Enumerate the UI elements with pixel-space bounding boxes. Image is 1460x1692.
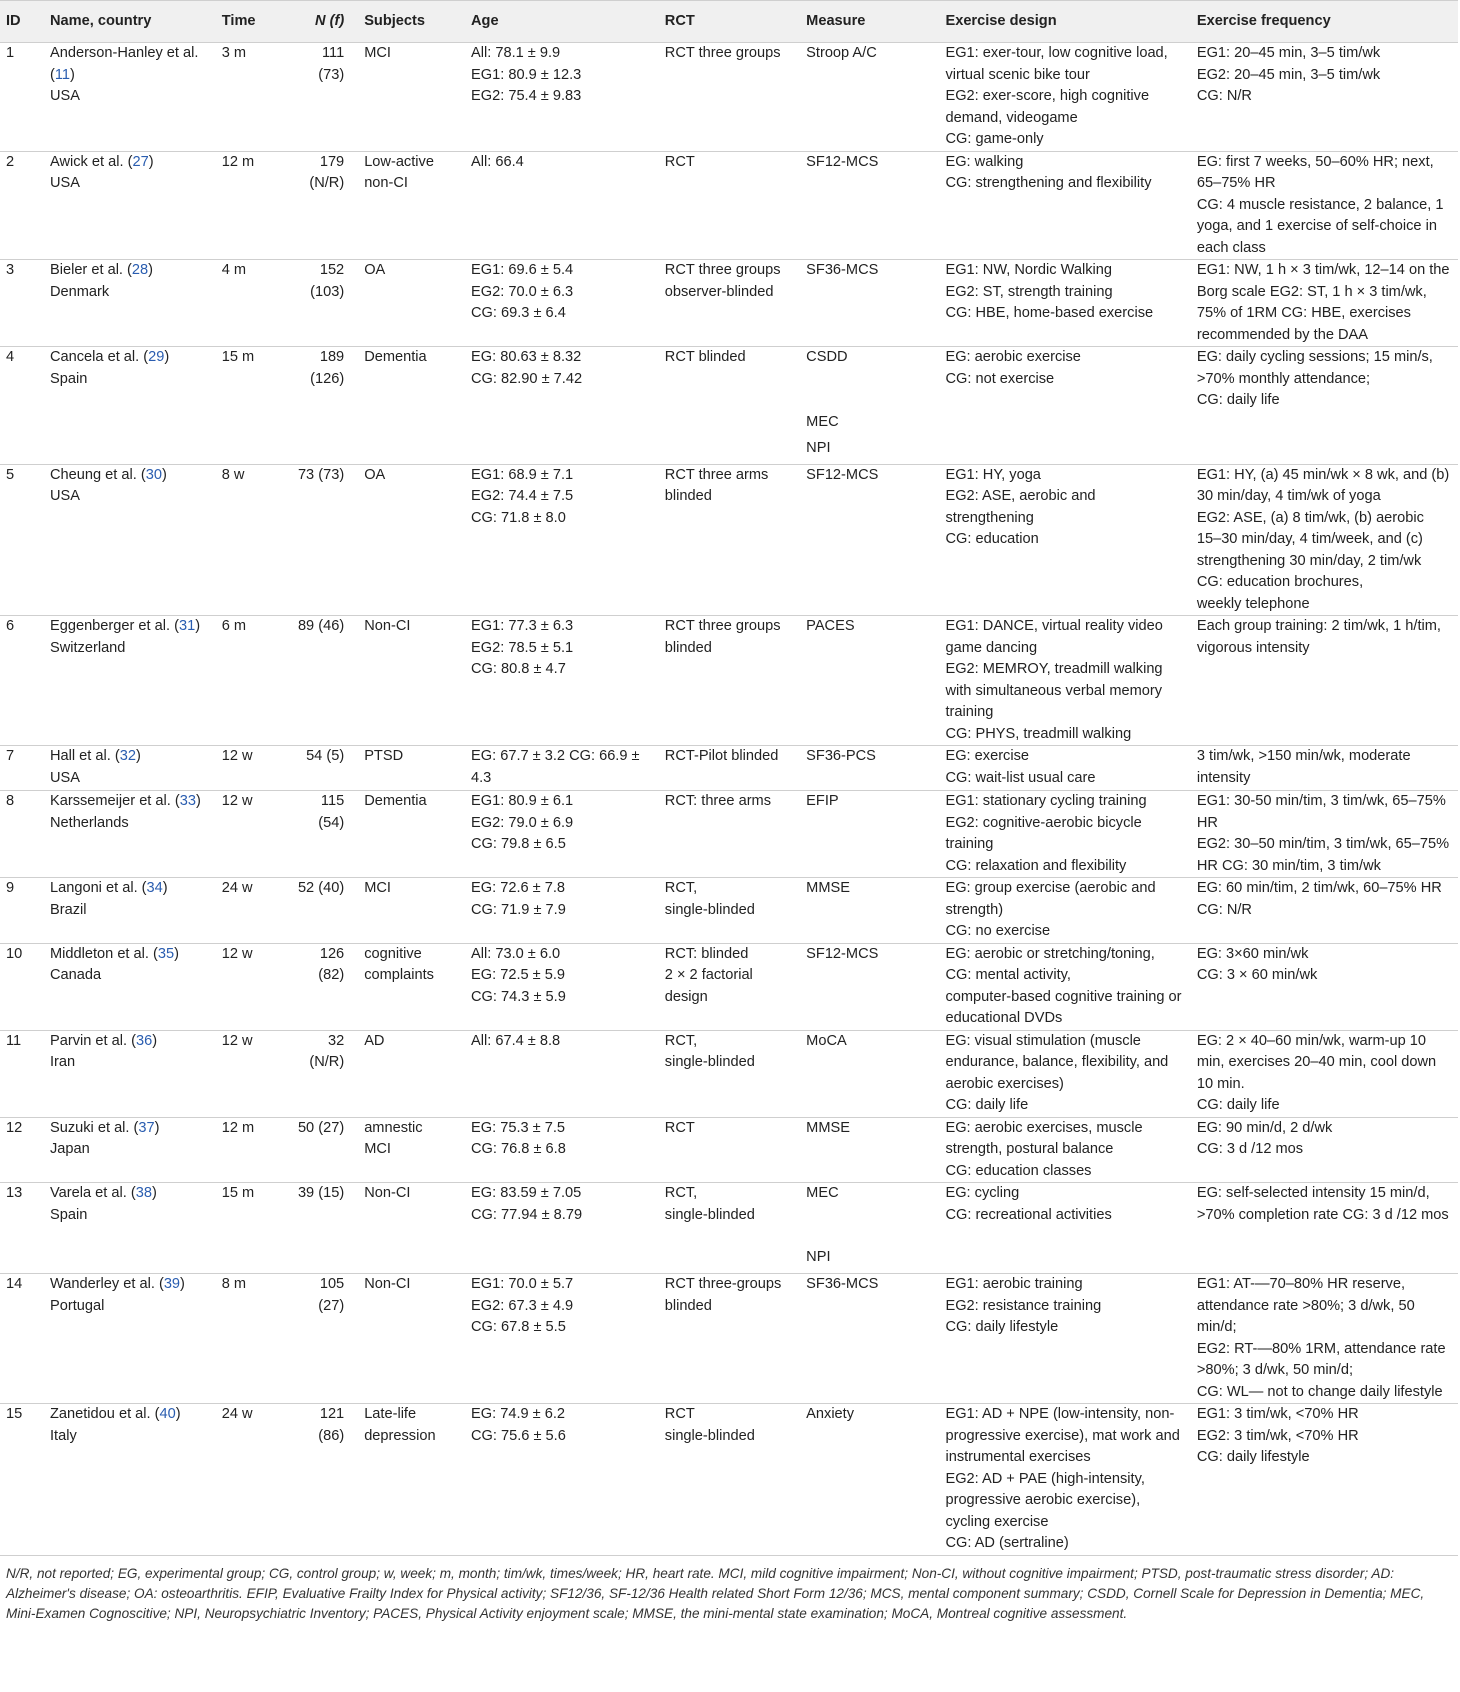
age-cell: EG1: 69.6 ± 5.4 EG2: 70.0 ± 6.3 CG: 69.3 ± 6.4 bbox=[465, 260, 659, 347]
subjects-cell: OA bbox=[358, 464, 465, 616]
design-cell: EG1: stationary cycling training EG2: cognitive-aerobic bicycle training CG: relaxation and flexibility bbox=[939, 791, 1190, 878]
subjects-cell: amnestic MCI bbox=[358, 1117, 465, 1183]
table-row bbox=[0, 746, 1458, 791]
empty-cell bbox=[939, 1247, 1190, 1274]
frequency-cell: EG1: 30-50 min/tim, 3 tim/wk, 65–75% HR EG2: 30–50 min/tim, 3 tim/wk, 65–75% HR CG: 30 min/tim, 3 tim/wk bbox=[1191, 791, 1458, 878]
subjects-cell: AD bbox=[358, 1030, 465, 1117]
age-cell: EG1: 70.0 ± 5.7 EG2: 67.3 ± 4.9 CG: 67.8 ± 5.5 bbox=[465, 1274, 659, 1404]
design-cell: EG: group exercise (aerobic and strength) CG: no exercise bbox=[939, 878, 1190, 944]
author-name-end: ) bbox=[162, 880, 168, 896]
empty-cell bbox=[465, 412, 659, 438]
design-cell: EG: exercise CG: wait-list usual care bbox=[939, 746, 1190, 791]
rct-cell: RCT three-groups blinded bbox=[659, 1274, 800, 1404]
empty-cell bbox=[659, 412, 800, 438]
header-row bbox=[0, 1, 1458, 43]
n-cell: 54 (5) bbox=[287, 746, 358, 791]
name-cell bbox=[44, 151, 216, 260]
subjects-cell: OA bbox=[358, 260, 465, 347]
n-cell: 89 (46) bbox=[287, 616, 358, 746]
time-cell: 12 m bbox=[216, 151, 287, 260]
id-cell: 13 bbox=[6, 1185, 23, 1201]
header-age: Age bbox=[465, 1, 659, 43]
rct-cell: RCT bbox=[659, 151, 800, 260]
id-cell: 7 bbox=[0, 746, 44, 791]
header-name: Name, country bbox=[44, 1, 216, 43]
subjects-cell: cognitive complaints bbox=[358, 943, 465, 1030]
n-cell: 105 (27) bbox=[287, 1274, 358, 1404]
subjects-cell: Non-CI bbox=[364, 1185, 411, 1201]
author-name-end: ) bbox=[175, 1406, 181, 1422]
empty-cell bbox=[939, 412, 1190, 438]
country: USA bbox=[49, 488, 80, 504]
id-cell: 8 bbox=[0, 791, 44, 878]
empty-cell bbox=[216, 438, 287, 465]
subjects-cell: MCI bbox=[358, 43, 465, 152]
time-cell: 12 w bbox=[216, 791, 287, 878]
table-body bbox=[0, 43, 1458, 1556]
rct-cell: RCT, single-blinded bbox=[664, 1185, 755, 1223]
subjects-cell: Non-CI bbox=[358, 1274, 465, 1404]
n-cell: 52 (40) bbox=[287, 878, 358, 944]
age-cell: EG1: 80.9 ± 6.1 EG2: 79.0 ± 6.9 CG: 79.8 ± 6.5 bbox=[465, 791, 659, 878]
author-name: Hall et al. ( bbox=[49, 748, 120, 764]
empty-cell bbox=[659, 438, 800, 465]
subjects-cell: Low-active non-CI bbox=[358, 151, 465, 260]
frequency-cell: EG1: 20–45 min, 3–5 tim/wk EG2: 20–45 min, 3–5 tim/wk CG: N/R bbox=[1191, 43, 1458, 152]
empty-cell bbox=[287, 1247, 358, 1274]
reference-link[interactable]: 29 bbox=[148, 349, 165, 365]
empty-cell bbox=[287, 412, 358, 438]
author-name-end: ) bbox=[174, 945, 179, 962]
frequency-cell: EG: 60 min/tim, 2 tim/wk, 60–75% HR CG: N/R bbox=[1191, 878, 1458, 944]
empty-cell bbox=[44, 1247, 216, 1274]
author-name: Zanetidou et al. ( bbox=[49, 1406, 160, 1422]
name-cell bbox=[44, 943, 216, 1030]
rct-cell: RCT single-blinded bbox=[659, 1404, 800, 1556]
header-design: Exercise design bbox=[939, 1, 1190, 43]
n-cell: 152 (103) bbox=[287, 260, 358, 347]
empty-cell bbox=[465, 438, 659, 465]
frequency-cell: EG: 2 × 40–60 min/wk, warm-up 10 min, exercises 20–40 min, cool down 10 min. CG: daily life bbox=[1191, 1030, 1458, 1117]
country: Iran bbox=[49, 1054, 76, 1070]
measure-cell: SF36-MCS bbox=[800, 1274, 939, 1404]
n-cell: 111 (73) bbox=[287, 43, 358, 152]
id-cell: 10 bbox=[0, 943, 44, 1030]
empty-cell bbox=[0, 412, 44, 438]
design-cell: EG1: aerobic training EG2: resistance training CG: daily lifestyle bbox=[939, 1274, 1190, 1404]
reference-link[interactable]: 28 bbox=[131, 262, 149, 278]
author-name-end: ) bbox=[154, 1119, 160, 1136]
author-name: Suzuki et al. ( bbox=[49, 1119, 139, 1136]
time-cell: 15 m bbox=[221, 349, 255, 365]
empty-cell bbox=[0, 438, 44, 465]
rct-cell: RCT three groups bbox=[659, 43, 800, 152]
header-n bbox=[287, 1, 358, 43]
empty-cell bbox=[358, 1247, 465, 1274]
header-frequency: Exercise frequency bbox=[1191, 1, 1458, 43]
time-cell: 24 w bbox=[216, 1404, 287, 1556]
country: Brazil bbox=[49, 901, 87, 918]
frequency-cell: EG: 3×60 min/wk CG: 3 × 60 min/wk bbox=[1191, 943, 1458, 1030]
empty-cell bbox=[659, 1247, 800, 1274]
author-name-end: ) bbox=[151, 1185, 157, 1201]
author-name: Eggenberger et al. ( bbox=[49, 618, 179, 634]
reference-link[interactable]: 35 bbox=[157, 945, 175, 962]
country: Canada bbox=[49, 967, 102, 983]
frequency-cell: EG1: 3 tim/wk, <70% HR EG2: 3 tim/wk, <70% HR CG: daily lifestyle bbox=[1191, 1404, 1458, 1556]
age-cell: EG: 83.59 ± 7.05 CG: 77.94 ± 8.79 bbox=[471, 1185, 583, 1223]
n-cell: 126 (82) bbox=[287, 943, 358, 1030]
frequency-cell: EG1: NW, 1 h × 3 tim/wk, 12–14 on the Borg scale EG2: ST, 1 h × 3 tim/wk, 75% of 1RM CG: HBE, exercises recommended by the DAA bbox=[1191, 260, 1458, 347]
table-row bbox=[0, 943, 1458, 1030]
table-row bbox=[0, 260, 1458, 347]
header-id: ID bbox=[0, 1, 44, 43]
id-cell: 4 bbox=[6, 349, 15, 365]
time-cell: 12 m bbox=[216, 1117, 287, 1183]
empty-cell bbox=[216, 1247, 287, 1274]
age-cell: EG: 67.7 ± 3.2 CG: 66.9 ± 4.3 bbox=[465, 746, 659, 791]
author-name: Karssemeijer et al. ( bbox=[49, 793, 180, 809]
rct-cell: RCT, single-blinded bbox=[659, 1030, 800, 1117]
measure-cell: MMSE bbox=[800, 1117, 939, 1183]
design-cell: EG: visual stimulation (muscle endurance, balance, flexibility, and aerobic exercises) CG: daily life bbox=[939, 1030, 1190, 1117]
rct-cell: RCT: three arms bbox=[659, 791, 800, 878]
country: Spain bbox=[49, 1206, 88, 1223]
id-cell: 6 bbox=[0, 616, 44, 746]
measure-cell: SF36-PCS bbox=[800, 746, 939, 791]
empty-cell bbox=[465, 1247, 659, 1274]
age-cell: All: 67.4 ± 8.8 bbox=[465, 1030, 659, 1117]
author-name-end: ) bbox=[152, 1032, 158, 1049]
design-cell: EG1: exer-tour, low cognitive load, virtual scenic bike tour EG2: exer-score, high cognitive demand, videogame CG: game-only bbox=[939, 43, 1190, 152]
empty-cell bbox=[44, 412, 216, 438]
header-measure: Measure bbox=[800, 1, 939, 43]
measure-cell: SF12-MCS bbox=[800, 943, 939, 1030]
id-cell: 3 bbox=[0, 260, 44, 347]
country: Japan bbox=[49, 1141, 90, 1157]
frequency-cell: EG: first 7 weeks, 50–60% HR; next, 65–75% HR CG: 4 muscle resistance, 2 balance, 1 yoga, and 1 exercise of self-choice in each class bbox=[1191, 151, 1458, 260]
n-cell: 179 (N/R) bbox=[287, 151, 358, 260]
reference-link[interactable]: 39 bbox=[163, 1276, 181, 1292]
n-cell: 189 (126) bbox=[310, 349, 345, 387]
author-name-end: ) bbox=[195, 793, 201, 809]
time-cell: 3 m bbox=[216, 43, 287, 152]
age-cell: EG: 75.3 ± 7.5 CG: 76.8 ± 6.8 bbox=[465, 1117, 659, 1183]
n-cell: 32 (N/R) bbox=[287, 1030, 358, 1117]
reference-link[interactable]: 38 bbox=[135, 1185, 152, 1201]
name-cell bbox=[44, 878, 216, 944]
reference-link[interactable]: 27 bbox=[132, 153, 149, 170]
author-name: Bieler et al. ( bbox=[49, 262, 132, 278]
table-row bbox=[0, 791, 1458, 878]
age-cell: All: 73.0 ± 6.0 EG: 72.5 ± 5.9 CG: 74.3 ± 5.9 bbox=[465, 943, 659, 1030]
subjects-cell: Late-life depression bbox=[358, 1404, 465, 1556]
author-name: Cancela et al. ( bbox=[49, 349, 149, 365]
subjects-cell: Non-CI bbox=[358, 616, 465, 746]
author-name-end: ) bbox=[180, 1276, 185, 1292]
name-cell bbox=[44, 1274, 216, 1404]
n-cell: 50 (27) bbox=[287, 1117, 358, 1183]
measure-cell: NPI bbox=[800, 438, 939, 465]
country: Italy bbox=[49, 1427, 77, 1444]
empty-cell bbox=[1191, 412, 1458, 438]
rct-cell: RCT-Pilot blinded bbox=[659, 746, 800, 791]
rct-cell: RCT blinded bbox=[664, 349, 746, 365]
empty-cell bbox=[358, 412, 465, 438]
table-row bbox=[0, 464, 1458, 616]
reference-link[interactable]: 36 bbox=[135, 1032, 153, 1049]
author-name-end: ) bbox=[135, 748, 141, 764]
subjects-cell: PTSD bbox=[358, 746, 465, 791]
measure-cell: Anxiety bbox=[800, 1404, 939, 1556]
country: Spain bbox=[49, 370, 88, 387]
time-cell: 12 w bbox=[216, 943, 287, 1030]
measure-cell: MEC bbox=[806, 1185, 839, 1201]
id-cell: 9 bbox=[0, 878, 44, 944]
frequency-cell: EG1: AT-—70–80% HR reserve, attendance rate >80%; 3 d/wk, 50 min/d; EG2: RT-—80% 1RM, attendance rate >80%; 3 d/wk, 50 min/d; CG: WL— not to change daily lifestyle bbox=[1191, 1274, 1458, 1404]
table-row-extra bbox=[0, 1247, 1458, 1274]
design-cell: EG1: HY, yoga EG2: ASE, aerobic and strengthening CG: education bbox=[939, 464, 1190, 616]
design-cell: EG: aerobic exercises, muscle strength, postural balance CG: education classes bbox=[939, 1117, 1190, 1183]
header-rct: RCT bbox=[659, 1, 800, 43]
id-cell: 11 bbox=[0, 1030, 44, 1117]
name-cell bbox=[44, 260, 216, 347]
age-cell: EG: 74.9 ± 6.2 CG: 75.6 ± 5.6 bbox=[465, 1404, 659, 1556]
age-cell: All: 66.4 bbox=[465, 151, 659, 260]
rct-cell: RCT bbox=[659, 1117, 800, 1183]
measure-cell: SF12-MCS bbox=[800, 151, 939, 260]
measure-cell: SF36-MCS bbox=[800, 260, 939, 347]
author-name-end: ) bbox=[164, 349, 170, 365]
design-cell: EG1: DANCE, virtual reality video game dancing EG2: MEMROY, treadmill walking with simultaneous verbal memory training CG: PHYS, treadmill walking bbox=[939, 616, 1190, 746]
reference-link[interactable]: 37 bbox=[138, 1119, 155, 1136]
frequency-cell: EG1: HY, (a) 45 min/wk × 8 wk, and (b) 30 min/day, 4 tim/wk of yoga EG2: ASE, (a) 8 tim/wk, (b) aerobic 15–30 min/day, 4 tim/week, and (c) strengthening 30 min/day, 2 tim/wk CG: education brochures, weekly telephone bbox=[1191, 464, 1458, 616]
frequency-cell: EG: 90 min/d, 2 d/wk CG: 3 d /12 mos bbox=[1191, 1117, 1458, 1183]
name-cell bbox=[44, 1183, 216, 1248]
empty-cell bbox=[1191, 1247, 1458, 1274]
author-name-end: ) bbox=[148, 262, 154, 278]
measure-cell: CSDD bbox=[806, 349, 848, 365]
time-cell: 12 w bbox=[216, 1030, 287, 1117]
table-row bbox=[0, 616, 1458, 746]
table-row-extra bbox=[0, 438, 1458, 465]
id-cell: 15 bbox=[0, 1404, 44, 1556]
empty-cell bbox=[1191, 438, 1458, 465]
frequency-cell: 3 tim/wk, >150 min/wk, moderate intensity bbox=[1191, 746, 1458, 791]
table-row bbox=[0, 1274, 1458, 1404]
empty-cell bbox=[939, 438, 1190, 465]
rct-cell: RCT: blinded 2 × 2 factorial design bbox=[659, 943, 800, 1030]
time-cell: 4 m bbox=[216, 260, 287, 347]
id-cell: 2 bbox=[0, 151, 44, 260]
author-name-end: ) bbox=[161, 466, 167, 483]
author-name: Awick et al. ( bbox=[49, 153, 133, 170]
subjects-cell: Dementia bbox=[364, 349, 427, 365]
id-cell: 1 bbox=[0, 43, 44, 152]
measure-cell: PACES bbox=[800, 616, 939, 746]
name-cell bbox=[44, 746, 216, 791]
empty-cell bbox=[287, 438, 358, 465]
n-cell: 115 (54) bbox=[287, 791, 358, 878]
country: Netherlands bbox=[49, 814, 129, 831]
rct-cell: RCT, single-blinded bbox=[659, 878, 800, 944]
header-n-text: N (f) bbox=[315, 12, 345, 29]
reference-link[interactable]: 33 bbox=[179, 793, 196, 809]
design-cell: EG: aerobic exercise CG: not exercise bbox=[945, 349, 1081, 387]
n-cell: 121 (86) bbox=[287, 1404, 358, 1556]
author-name: Cheung et al. ( bbox=[49, 466, 146, 483]
reference-link[interactable]: 32 bbox=[119, 748, 136, 764]
empty-cell bbox=[44, 438, 216, 465]
age-cell: All: 78.1 ± 9.9 EG1: 80.9 ± 12.3 EG2: 75.4 ± 9.83 bbox=[465, 43, 659, 152]
country: USA bbox=[49, 769, 80, 786]
author-name-end: ) bbox=[70, 66, 75, 83]
country: Denmark bbox=[49, 283, 110, 300]
time-cell: 8 w bbox=[216, 464, 287, 616]
header-time: Time bbox=[216, 1, 287, 43]
rct-cell: RCT three arms blinded bbox=[659, 464, 800, 616]
country: USA bbox=[49, 175, 80, 191]
author-name-end: ) bbox=[195, 618, 201, 634]
time-cell: 12 w bbox=[216, 746, 287, 791]
reference-link[interactable]: 40 bbox=[159, 1406, 176, 1422]
n-cell: 73 (73) bbox=[287, 464, 358, 616]
design-cell: EG: aerobic or stretching/toning, CG: mental activity, computer-based cognitive training or educational DVDs bbox=[939, 943, 1190, 1030]
table-row-extra bbox=[0, 412, 1458, 438]
table-row bbox=[0, 1030, 1458, 1117]
design-cell: EG1: NW, Nordic Walking EG2: ST, strength training CG: HBE, home-based exercise bbox=[939, 260, 1190, 347]
empty-cell bbox=[358, 438, 465, 465]
table-row bbox=[0, 1183, 1458, 1248]
name-cell bbox=[44, 347, 216, 412]
id-cell: 5 bbox=[0, 464, 44, 616]
country: Switzerland bbox=[49, 639, 126, 656]
table-row bbox=[0, 347, 1458, 412]
rct-cell: RCT three groups observer-blinded bbox=[659, 260, 800, 347]
frequency-cell: EG: daily cycling sessions; 15 min/s, >70% monthly attendance; CG: daily life bbox=[1196, 349, 1433, 408]
name-cell bbox=[44, 791, 216, 878]
measure-cell: NPI bbox=[800, 1247, 939, 1274]
name-cell bbox=[44, 1030, 216, 1117]
author-name: Middleton et al. ( bbox=[49, 945, 158, 962]
author-name: Parvin et al. ( bbox=[49, 1032, 136, 1049]
table-row bbox=[0, 43, 1458, 152]
measure-cell: Stroop A/C bbox=[800, 43, 939, 152]
age-cell: EG: 72.6 ± 7.8 CG: 71.9 ± 7.9 bbox=[465, 878, 659, 944]
empty-cell bbox=[216, 412, 287, 438]
age-cell: EG1: 77.3 ± 6.3 EG2: 78.5 ± 5.1 CG: 80.8 ± 4.7 bbox=[465, 616, 659, 746]
name-cell bbox=[44, 464, 216, 616]
subjects-cell: Dementia bbox=[358, 791, 465, 878]
subjects-cell: MCI bbox=[358, 878, 465, 944]
reference-link[interactable]: 11 bbox=[54, 66, 71, 83]
design-cell: EG: walking CG: strengthening and flexibility bbox=[939, 151, 1190, 260]
table-footnote: N/R, not reported; EG, experimental group; CG, control group; w, week; m, month; tim/wk, times/week; HR, heart rate. MCI, mild cognitive impairment; Non-CI, without cognitive impairment; PTSD, post-traumatic stress disorder; AD: Alzheimer's disease; OA: osteoarthritis. EFIP, Evaluative Frailty Index for Physical activity; SF12/36, SF-12/36 Health related Short Form 12/36; MCS, mental component summary; CSDD, Cornell Scale for Depression in Dementia; MEC, Mini-Examen Cognoscitive; NPI, Neuropsychiatric Inventory; PACES, Physical Activity enjoyment scale; MMSE, the mini-mental state examination; MoCA, Montreal cognitive assessment. bbox=[6, 1565, 1425, 1621]
table-row bbox=[0, 878, 1458, 944]
measure-cell: MoCA bbox=[800, 1030, 939, 1117]
author-name: Varela et al. ( bbox=[49, 1185, 136, 1201]
author-name: Wanderley et al. ( bbox=[49, 1276, 164, 1292]
table-row bbox=[0, 151, 1458, 260]
id-cell: 12 bbox=[0, 1117, 44, 1183]
name-cell bbox=[44, 43, 216, 152]
design-cell: EG1: AD + NPE (low-intensity, non-progressive exercise), mat work and instrumental exercises EG2: AD + PAE (high-intensity, progressive aerobic exercise), cycling exercise CG: AD (sertraline) bbox=[939, 1404, 1190, 1556]
author-name: Langoni et al. ( bbox=[49, 880, 147, 896]
age-cell: EG1: 68.9 ± 7.1 EG2: 74.4 ± 7.5 CG: 71.8 ± 8.0 bbox=[465, 464, 659, 616]
author-name-end: ) bbox=[148, 153, 154, 170]
measure-cell: MEC bbox=[806, 413, 839, 430]
table-row bbox=[0, 1117, 1458, 1183]
time-cell: 8 m bbox=[216, 1274, 287, 1404]
name-cell bbox=[44, 616, 216, 746]
n-cell: 39 (15) bbox=[297, 1185, 345, 1201]
frequency-cell: Each group training: 2 tim/wk, 1 h/tim, vigorous intensity bbox=[1191, 616, 1458, 746]
country: Portugal bbox=[49, 1297, 105, 1314]
rct-cell: RCT three groups blinded bbox=[659, 616, 800, 746]
country: USA bbox=[49, 88, 80, 104]
measure-cell: MMSE bbox=[800, 878, 939, 944]
reference-link[interactable]: 34 bbox=[146, 880, 163, 896]
id-cell: 14 bbox=[0, 1274, 44, 1404]
reference-link[interactable]: 31 bbox=[178, 618, 196, 634]
author-name: Anderson-Hanley et al. ( bbox=[49, 45, 199, 83]
time-cell: 15 m bbox=[221, 1185, 255, 1201]
time-cell: 6 m bbox=[216, 616, 287, 746]
name-cell bbox=[44, 1117, 216, 1183]
measure-cell: SF12-MCS bbox=[800, 464, 939, 616]
age-cell: EG: 80.63 ± 8.32 CG: 82.90 ± 7.42 bbox=[471, 349, 583, 387]
name-cell bbox=[44, 1404, 216, 1556]
header-subjects: Subjects bbox=[358, 1, 465, 43]
frequency-cell: EG: self-selected intensity 15 min/d, >70% completion rate CG: 3 d /12 mos bbox=[1196, 1185, 1449, 1223]
reference-link[interactable]: 30 bbox=[145, 466, 162, 483]
time-cell: 24 w bbox=[216, 878, 287, 944]
design-cell: EG: cycling CG: recreational activities bbox=[945, 1185, 1112, 1223]
empty-cell bbox=[0, 1247, 44, 1274]
table-row bbox=[0, 1404, 1458, 1556]
measure-cell: EFIP bbox=[800, 791, 939, 878]
